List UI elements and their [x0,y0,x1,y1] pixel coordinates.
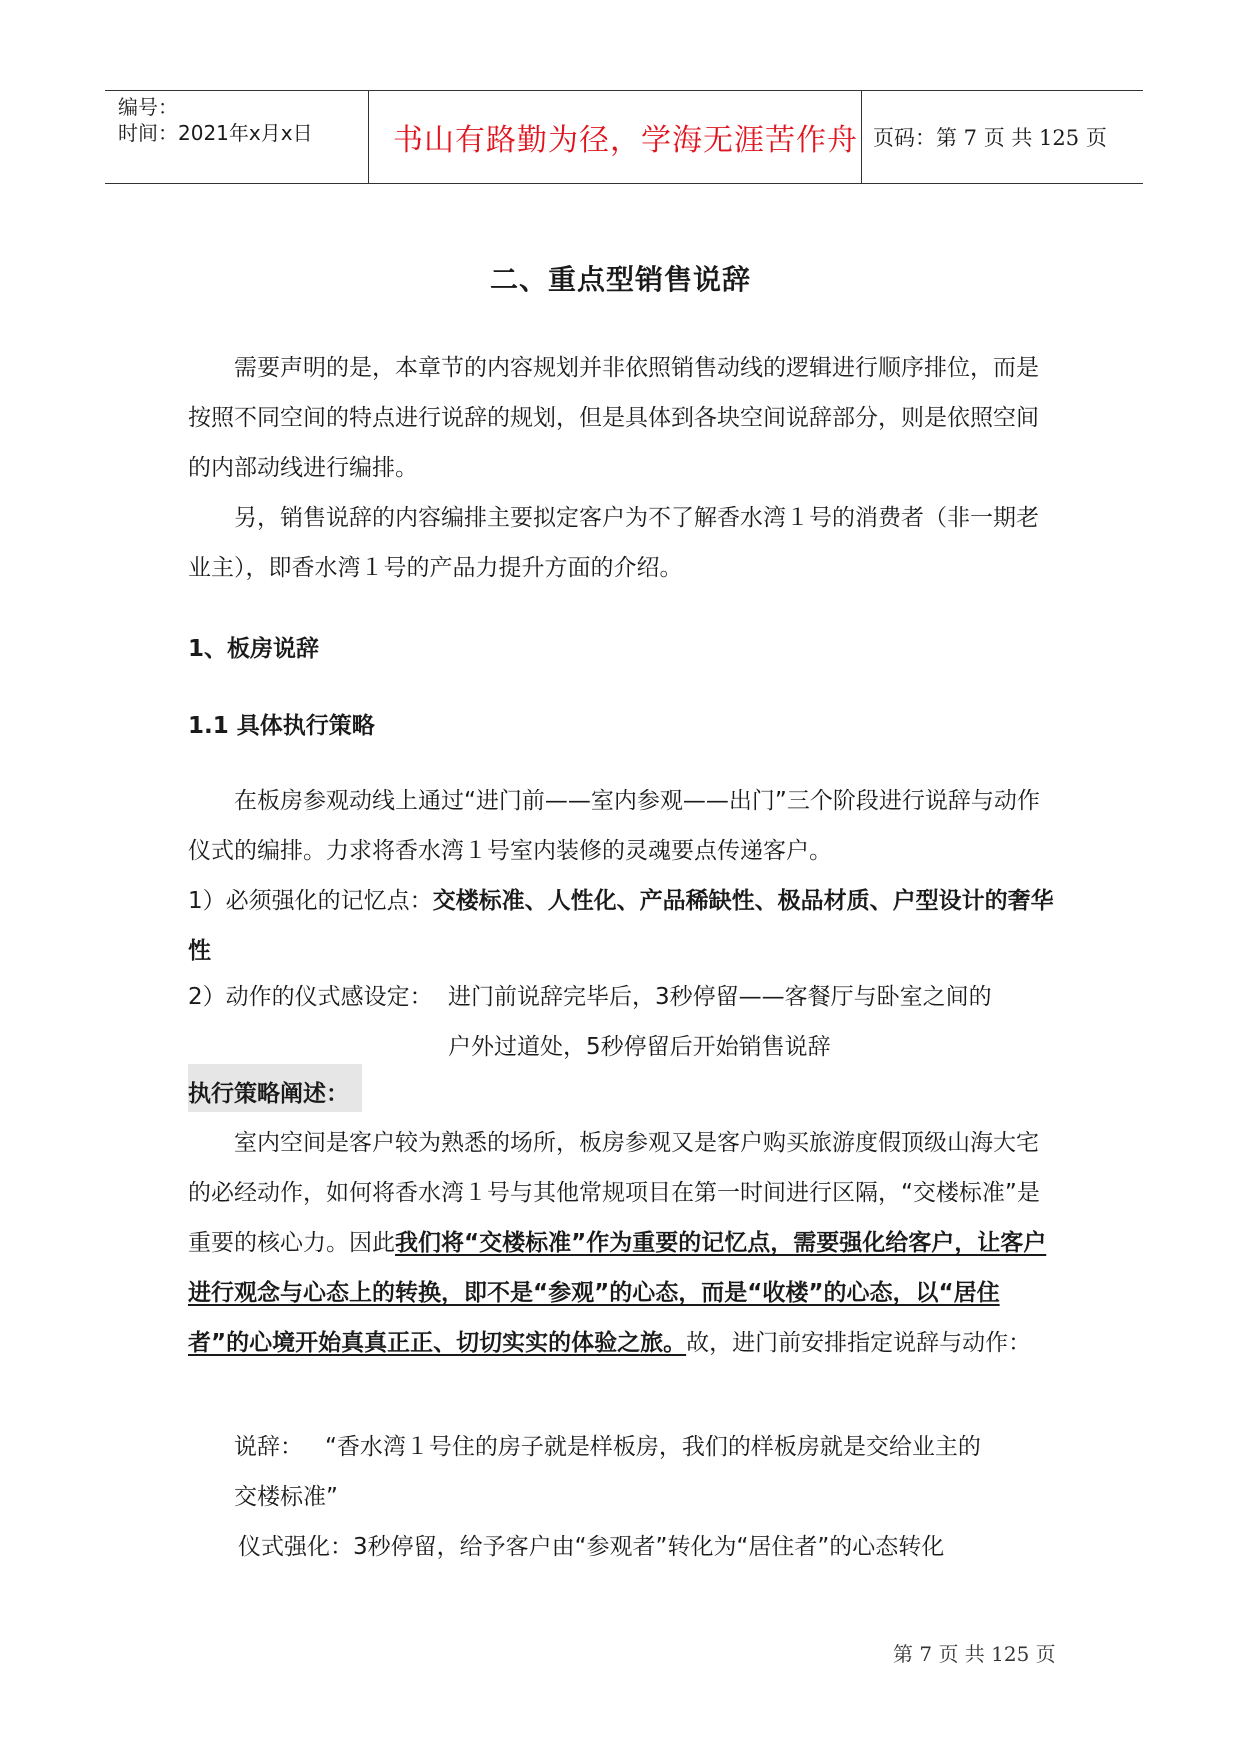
header-divider-right [861,90,862,184]
page-title: 二、重点型销售说辞 [489,263,751,296]
ritual-setting-label: 2）动作的仪式感设定： [188,984,433,1010]
memory-points-item [188,876,1058,976]
script-label: 说辞： [234,1434,303,1460]
subsection-heading: 1.1 具体执行策略 [188,713,375,739]
explain-text-1: 室内空间是客户较为熟悉的场所，板房参观又是客户购买旅游度假顶级山海大宅的必经动作，如何将香水湾１号与其他常规项目在第一时间进行区隔，“交楼标准”是重要的核心力。因此 [188,1130,1040,1256]
header-top-rule [105,90,1143,91]
ritual-setting-line-1: 进门前说辞完毕后，3秒停留——客餐厅与卧室之间的 [448,984,992,1010]
strategy-paragraph: 在板房参观动线上通过“进门前——室内参观——出门”三个阶段进行说辞与动作仪式的编排。力求将香水湾１号室内装修的灵魂要点传递客户。 [188,788,1040,864]
header-motto: 书山有路勤为径，学海无涯苦作舟 [393,123,858,158]
ritual-setting-line-2: 户外过道处，5秒停留后开始销售说辞 [448,1034,831,1060]
header-bottom-rule [105,183,1143,184]
header-number-label: 编号： [118,95,178,119]
explain-paragraph [188,1118,1058,1368]
section-heading: 1、板房说辞 [188,636,320,662]
script-line-2: 交楼标准” [234,1484,338,1510]
explain-heading: 执行策略阐述： [188,1081,349,1107]
header-time-label: 时间：2021年x月x日 [118,121,313,145]
page-footer: 第 7 页 共 125 页 [893,1642,1056,1666]
header-page-code: 页码：第 7 页 共 125 页 [873,126,1107,150]
explain-underlined-text: 我们将“交楼标准”作为重要的记忆点，需要强化给客户，让客户进行观念与心态上的转换，即不是“参观”的心态，而是“收楼”的心态，以“居住者”的心境开始真真正正、切切实实的体验之旅。 [188,1230,1047,1356]
memory-points-value: 交楼标准、人性化、产品稀缺性、极品材质、户型设计的奢华性 [188,888,1054,964]
explain-text-2: 故，进门前安排指定说辞与动作： [686,1330,1032,1356]
ritual-strengthen: 仪式强化：3秒停留，给予客户由“参观者”转化为“居住者”的心态转化 [238,1534,945,1560]
intro-paragraph-2: 另，销售说辞的内容编排主要拟定客户为不了解香水湾１号的消费者（非一期老业主），即香水湾１号的产品力提升方面的介绍。 [188,505,1039,581]
script-line-1: “香水湾１号住的房子就是样板房，我们的样板房就是交给业主的 [325,1434,981,1460]
intro-paragraph-1: 需要声明的是，本章节的内容规划并非依照销售动线的逻辑进行顺序排位，而是按照不同空间的特点进行说辞的规划，但是具体到各块空间说辞部分，则是依照空间的内部动线进行编排。 [188,355,1039,481]
header-divider-left [368,90,369,184]
memory-points-label: 1）必须强化的记忆点： [188,888,433,914]
